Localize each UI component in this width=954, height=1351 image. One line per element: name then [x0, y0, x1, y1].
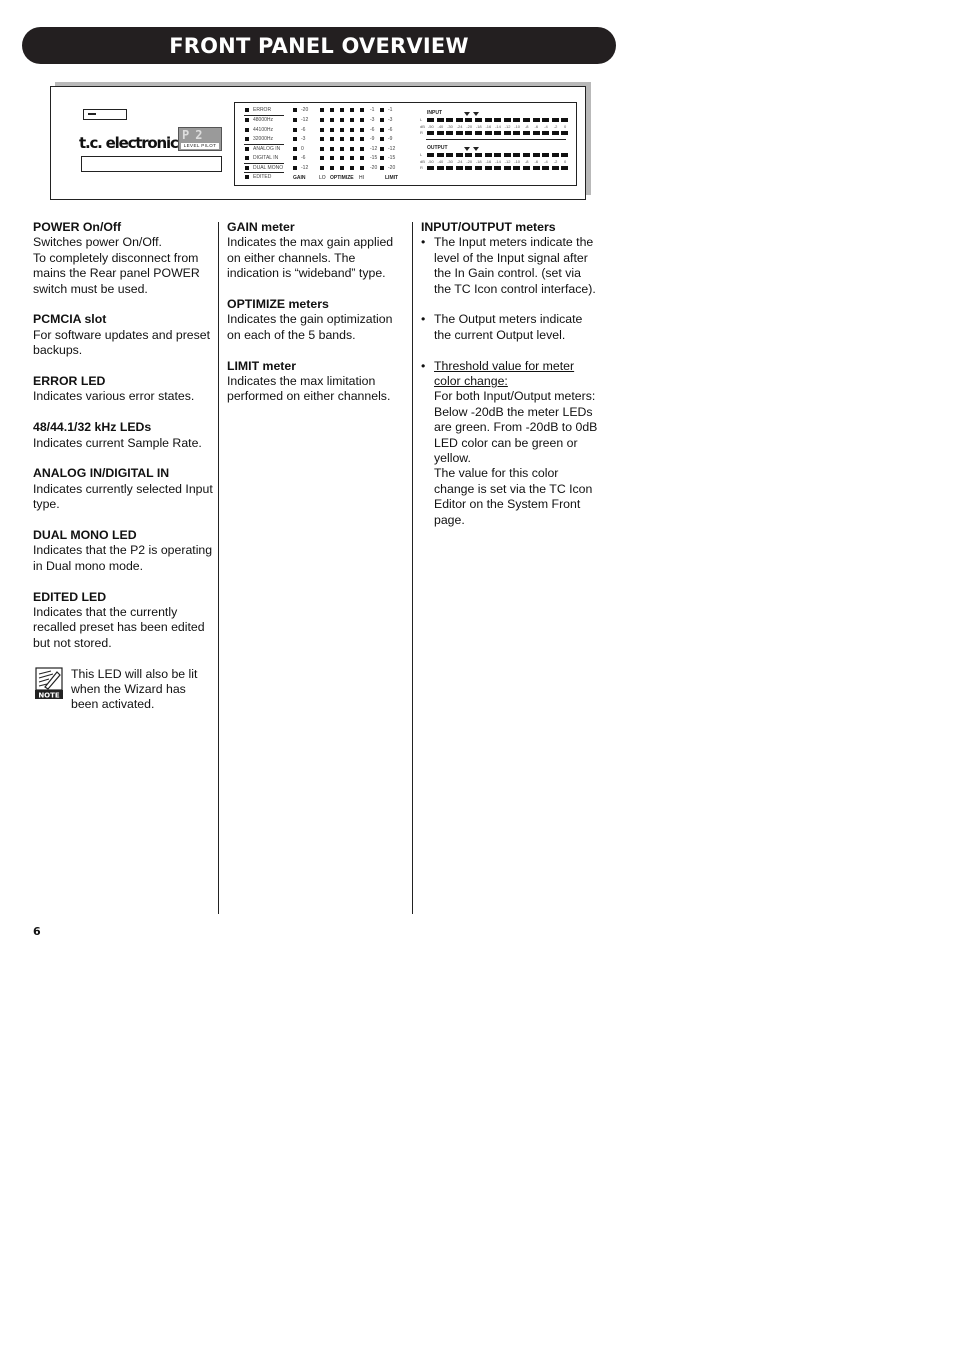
threshold-marker-icon [464, 112, 470, 116]
front-panel-illustration [50, 86, 586, 200]
output-meter-label: OUTPUT [427, 145, 448, 151]
note-box [33, 667, 215, 713]
section-heading: POWER On/Off [33, 220, 122, 234]
column-2 [227, 220, 407, 420]
optimize-label: OPTIMIZE [330, 175, 354, 181]
optimize-row: -3 [320, 117, 374, 123]
threshold-marker-icon [473, 147, 479, 151]
page-title-bar [22, 27, 616, 64]
led-44k: 44100Hz [245, 127, 273, 133]
optimize-row: -9 [320, 136, 374, 142]
gain-led: -12 [293, 165, 308, 171]
brand-logo: t.c. electronic [79, 134, 178, 152]
section-input-type [33, 466, 215, 512]
section-limit-meter [227, 359, 407, 405]
column-divider [412, 222, 413, 914]
input-meter-label: INPUT [427, 110, 442, 116]
led-edited: EDITED [245, 174, 271, 180]
section-heading: ERROR LED [33, 374, 106, 389]
section-text: Indicates various error states. [33, 389, 195, 404]
led-error: ERROR [245, 107, 271, 113]
bullet-item [421, 235, 601, 297]
led-dual-mono: DUAL MONO [245, 165, 283, 171]
threshold-marker-icon [464, 147, 470, 151]
optimize-row: -15 [320, 155, 377, 161]
page-title: FRONT PANEL OVERVIEW [169, 33, 469, 58]
svg-text:NOTE: NOTE [38, 691, 60, 699]
column-1 [33, 220, 215, 713]
gain-led: -20 [293, 107, 308, 113]
optimize-row: -6 [320, 127, 374, 133]
limit-led: -1 [380, 107, 392, 113]
input-meter-left [427, 118, 571, 122]
power-switch [83, 109, 127, 120]
led-32k: 32000Hz [245, 136, 273, 142]
limit-led: -6 [380, 127, 392, 133]
note-icon [35, 667, 63, 699]
limit-label: LIMIT [385, 175, 399, 181]
input-meter-scale: -50 -40 -30 -24 -20 -18 -16 -14 -12 -10 -8 -6 -4 -2 0 [427, 124, 567, 129]
section-text: Indicates that the currently recalled preset has been edited but not stored. [33, 605, 205, 650]
section-heading: EDITED LED [33, 589, 107, 604]
section-edited-led [33, 590, 215, 652]
page-number: 6 [33, 925, 41, 938]
gain-led: -12 [293, 117, 308, 123]
bullet-item-threshold [421, 359, 601, 528]
section-text: Indicates currently selected Input type. [33, 481, 213, 512]
section-error-led [33, 374, 215, 405]
section-heading: LIMIT meter [227, 358, 297, 373]
section-text: Indicates the max gain applied on either channels. The indication is “wideband” type. [227, 235, 394, 281]
led-48k: 48000Hz [245, 117, 273, 123]
section-heading: PCMCIA slot [33, 312, 107, 327]
model-badge-subtitle: LEVEL PILOT [181, 143, 219, 149]
bullet-text: The Input meters indicate the level of the Input signal after the In Gain control. (set via the TC Icon control interface). [434, 235, 596, 296]
led-digital-in: DIGITAL IN [245, 155, 278, 161]
meter-divider [426, 139, 566, 140]
model-badge-text: P2 [182, 128, 209, 142]
section-optimize-meters [227, 297, 407, 343]
section-pcmcia [33, 312, 215, 358]
threshold-text: The value for this color change is set via the TC Icon Editor on the System Front page. [434, 466, 593, 527]
optimize-row: -20 [320, 165, 377, 171]
output-meter-scale: -50 -40 -30 -24 -20 -18 -16 -14 -12 -10 -8 -6 -4 -2 0 [427, 159, 567, 164]
section-text: Indicates the gain optimization on each of the 5 bands. [227, 312, 393, 342]
threshold-marker-icon [473, 112, 479, 116]
section-text: Indicates the max limitation performed on either channels. [227, 374, 391, 404]
section-heading: OPTIMIZE meters [227, 297, 329, 312]
optimize-lo-label: LO [319, 175, 326, 181]
section-text: For software updates and preset backups. [33, 327, 211, 358]
led-analog-in: ANALOG IN [245, 146, 280, 152]
output-meter-left [427, 153, 571, 157]
section-text: Indicates current Sample Rate. [33, 435, 202, 450]
gain-label: GAIN [293, 175, 306, 181]
section-power [33, 220, 215, 297]
input-meter-right [427, 131, 571, 135]
led-display [234, 102, 577, 186]
db-label: dB [420, 159, 425, 164]
gain-led: -6 [293, 127, 305, 133]
section-gain-meter [227, 220, 407, 282]
limit-led: -20 [380, 165, 395, 171]
gain-led: 0 [293, 146, 304, 152]
section-heading: GAIN meter [227, 220, 295, 234]
limit-led: -3 [380, 117, 392, 123]
gain-led: -6 [293, 155, 305, 161]
section-sample-rate-leds [33, 420, 215, 451]
threshold-text: For both Input/Output meters: Below -20dB the meter LEDs are green. From -20dB to 0dB LED color can be green or yellow. [434, 389, 598, 466]
section-text: Indicates that the P2 is operating in Dual mono mode. [33, 543, 213, 573]
limit-led: -9 [380, 136, 392, 142]
channel-l-label: L [420, 117, 423, 122]
section-heading: 48/44.1/32 kHz LEDs [33, 420, 152, 435]
section-dual-mono [33, 528, 215, 574]
column-divider [218, 222, 219, 914]
column-3 [421, 220, 601, 543]
note-text: This LED will also be lit when the Wizard has been activated. [71, 666, 198, 712]
optimize-row: -12 [320, 146, 377, 152]
optimize-hi-label: HI [359, 175, 364, 181]
section-heading: INPUT/OUTPUT meters [421, 220, 556, 234]
output-meter-right [427, 166, 571, 170]
limit-led: -12 [380, 146, 395, 152]
section-text: To completely disconnect from mains the Rear panel POWER switch must be used. [33, 250, 200, 296]
section-text: Switches power On/Off. [33, 235, 162, 250]
model-badge [178, 127, 222, 151]
section-heading: DUAL MONO LED [33, 528, 137, 543]
channel-r-label: R [420, 130, 423, 135]
bullet-item [421, 312, 601, 343]
threshold-title: • Threshold value for meter color change: [434, 358, 575, 389]
channel-r-label: R [420, 165, 423, 170]
gain-led: -3 [293, 136, 305, 142]
bullet-text: The Output meters indicate the current Output level. [434, 312, 583, 342]
limit-led: -15 [380, 155, 395, 161]
section-heading: ANALOG IN/DIGITAL IN [33, 466, 170, 481]
pcmcia-slot [81, 156, 222, 172]
optimize-row: -1 [320, 107, 374, 113]
channel-l-label: L [420, 152, 423, 157]
db-label: dB [420, 124, 425, 129]
